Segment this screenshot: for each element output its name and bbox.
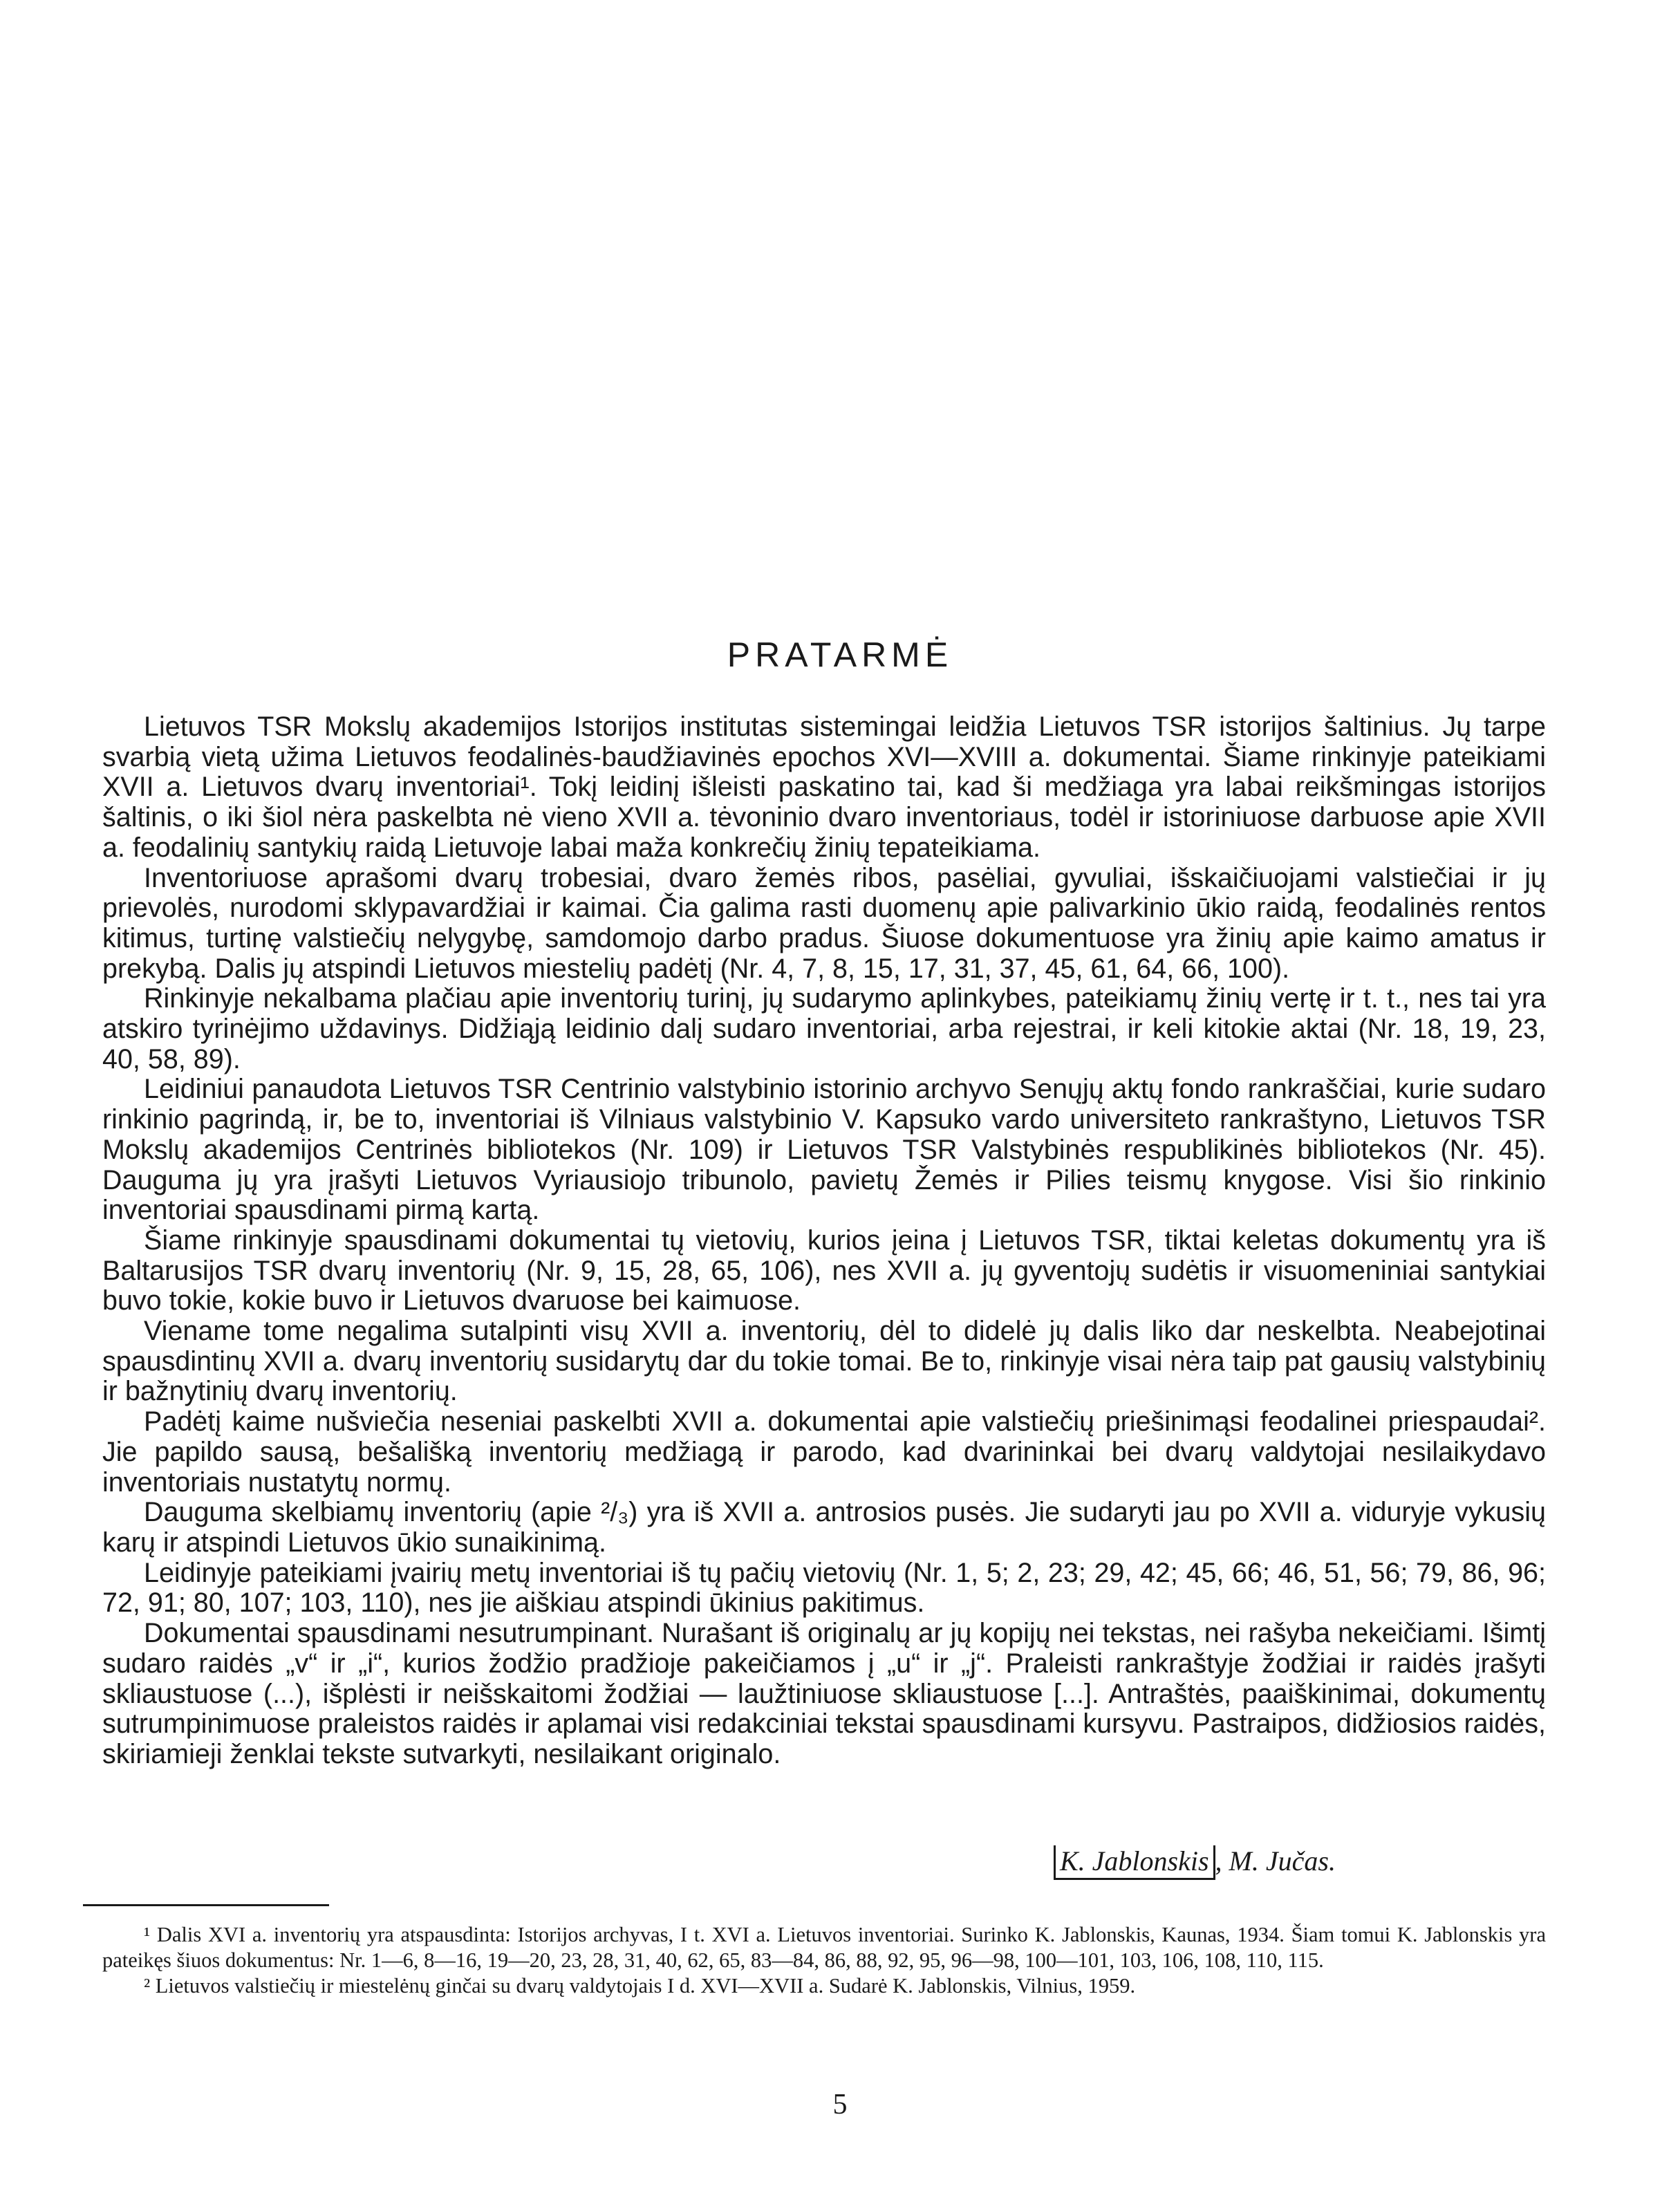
paragraph-8: Dauguma skelbiamų inventorių (apie ²/₃) yra iš XVII a. antrosios pusės. Jie sudaryti jau po XVII a. viduryje vykusių karų ir atspindi Lietuvos ūkio sunaikinimą. [102, 1497, 1546, 1558]
paragraph-10: Dokumentai spausdinami nesutrumpinant. Nurašant iš originalų ar jų kopijų nei tekstas, nei rašyba nekeičiami. Išimtį sudaro raidės „v“ ir „i“, kurios žodžio pradžioje pakeičiamos į „u“ ir „j“. Praleisti rankraštyje žodžiai ir raidės įrašyti skliaustuose (...), išplėsti ir neišskaitomi žodžiai — laužtiniuose skliaustuose [...]. Antraštės, paaiškinimai, dokumentų sutrumpinimuose praleistos raidės ir aplamai visi redakciniai tekstai spausdinami kursyvu. Pastraipos, didžiosios raidės, skiriamieji ženklai tekste sutvarkyti, nesilaikant originalo. [102, 1618, 1546, 1769]
paragraph-9: Leidinyje pateikiami įvairių metų inventoriai iš tų pačių vietovių (Nr. 1, 5; 2, 23; 29, 42; 45, 66; 46, 51, 56; 79, 86, 96; 72, 91; 80, 107; 103, 110), nes jie aiškiau atspindi ūkinius pakitimus. [102, 1557, 1546, 1619]
footnote-divider [83, 1904, 329, 1906]
footnote-1: ¹ Dalis XVI a. inventorių yra atspausdinta: Istorijos archyvas, I t. XVI a. Lietuvos inventoriai. Surinko K. Jablonskis, Kaunas, 1934. Šiam tomui K. Jablonskis yra pateikęs šiuos dokumentus: Nr. 1—6, 8—16, 19—20, 23, 28, 31, 40, 62, 65, 83—84, 86, 88, 92, 95, 96—98, 100—101, 103, 106, 108, 110, 115. [102, 1923, 1546, 1972]
page-title: PRATARMĖ [727, 635, 953, 674]
footnotes [102, 1922, 1546, 1999]
paragraph-1: Lietuvos TSR Mokslų akademijos Istorijos institutas sistemingai leidžia Lietuvos TSR istorijos šaltinius. Jų tarpe svarbią vietą užima Lietuvos feodalinės-baudžiavinės epochos XVI—XVIII a. dokumentai. Šiame rinkinyje pateikiami XVII a. Lietuvos dvarų inventoriai¹. Tokį leidinį išleisti paskatino tai, kad ši medžiaga yra labai reikšmingas istorijos šaltinis, o iki šiol nėra paskelbta nė vieno XVII a. tėvoninio dvaro inventoriaus, todėl ir istoriniuose darbuose apie XVII a. feodalinių santykių raidą Lietuvoje labai maža konkrečių žinių tepateikiama. [102, 711, 1546, 863]
paragraph-6: Viename tome negalima sutalpinti visų XVII a. inventorių, dėl to didelė jų dalis liko dar neskelbta. Neabejotinai spausdintinų XVII a. dvarų inventorių susidarytų dar du tokie tomai. Be to, rinkinyje visai nėra taip pat gausių valstybinių ir bažnytinių dvarų inventorių. [102, 1316, 1546, 1407]
signature-boxed-name: K. Jablonskis [1054, 1845, 1215, 1880]
page-number: 5 [832, 2089, 848, 2121]
preface-body [102, 712, 1546, 1770]
footnote-2: ² Lietuvos valstiečių ir miestelėnų ginčai su dvarų valdytojais I d. XVI—XVII a. Sudarė K. Jablonskis, Vilnius, 1959. [144, 1974, 1136, 1997]
signature-second-name: , M. Jučas. [1215, 1845, 1336, 1876]
paragraph-4: Leidiniui panaudota Lietuvos TSR Centrinio valstybinio istorinio archyvo Senųjų aktų fondo rankraščiai, kurie sudaro rinkinio pagrindą, ir, be to, inventoriai iš Vilniaus valstybinio V. Kapsuko vardo universiteto rankraštyno, Lietuvos TSR Mokslų akademijos Centrinės bibliotekos (Nr. 109) ir Lietuvos TSR Valstybinės respublikinės bibliotekos (Nr. 45). Dauguma jų yra įrašyti Lietuvos Vyriausiojo tribunolo, pavietų Žemės ir Pilies teismų knygose. Visi šio rinkinio inventoriai spausdinami pirmą kartą. [102, 1074, 1546, 1226]
paragraph-5: Šiame rinkinyje spausdinami dokumentai tų vietovių, kurios įeina į Lietuvos TSR, tiktai keletas dokumentų yra iš Baltarusijos TSR dvarų inventorių (Nr. 9, 15, 28, 65, 106), nes XVII a. jų gyventojų sudėtis ir visuomeniniai santykiai buvo tokie, kokie buvo ir Lietuvos dvaruose bei kaimuose. [102, 1224, 1546, 1316]
signature [1054, 1845, 1336, 1877]
paragraph-3: Rinkinyje nekalbama plačiau apie inventorių turinį, jų sudarymo aplinkybes, pateikiamų žinių vertę ir t. t., nes tai yra atskiro tyrinėjimo uždavinys. Didžiąją leidinio dalį sudaro inventoriai, arba rejestrai, ir keli kitokie aktai (Nr. 18, 19, 23, 40, 58, 89). [102, 983, 1546, 1074]
paragraph-7: Padėtį kaime nušviečia neseniai paskelbti XVII a. dokumentai apie valstiečių priešinimąsi feodalinei priespaudai². Jie papildo sausą, bešališką inventorių medžiagą ir parodo, kad dvarininkai bei dvarų valdytojai nesilaikydavo inventoriais nustatytų normų. [102, 1406, 1546, 1498]
paragraph-2: Inventoriuose aprašomi dvarų trobesiai, dvaro žemės ribos, pasėliai, gyvuliai, išskaičiuojami valstiečiai ir jų prievolės, nurodomi sklypavardžiai ir kaimai. Čia galima rasti duomenų apie palivarkinio ūkio raidą, feodalinės rentos kitimus, turtinę valstiečių nelygybę, samdomojo darbo pradus. Šiuose dokumentuose yra žinių apie kaimo amatus ir prekybą. Dalis jų atspindi Lietuvos miestelių padėtį (Nr. 4, 7, 8, 15, 17, 31, 37, 45, 61, 64, 66, 100). [102, 862, 1546, 984]
